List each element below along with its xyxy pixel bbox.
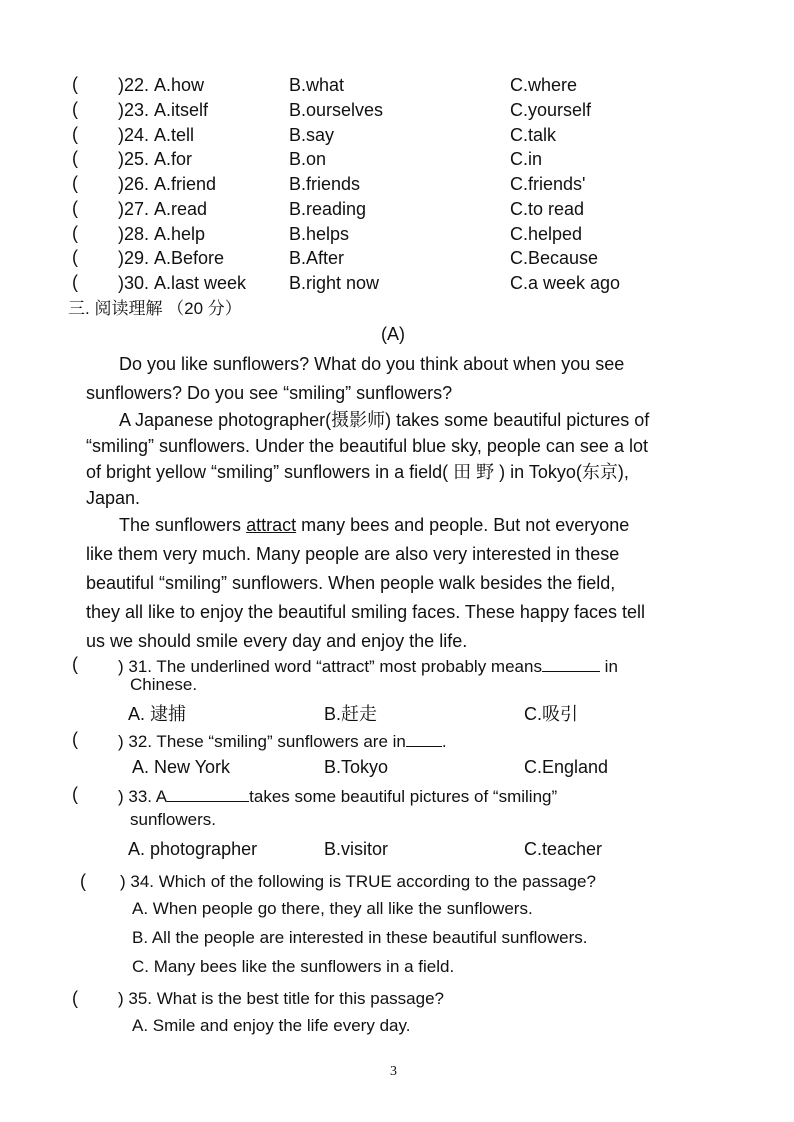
option-b: B.say: [289, 125, 335, 145]
answer-paren: (: [72, 247, 78, 267]
option-b: B.helps: [289, 224, 350, 244]
question-number: )25.: [118, 149, 150, 169]
option-a: A.for: [154, 149, 193, 169]
question-number: )30.: [118, 273, 150, 293]
option-c: C.where: [510, 75, 578, 95]
question-number: )28.: [118, 224, 150, 244]
answer-paren: (: [72, 124, 78, 144]
passage-text: The sunflowers: [119, 515, 247, 535]
question-number: )24.: [118, 125, 150, 145]
option-a: A.tell: [154, 125, 195, 145]
passage-line: of bright yellow “smiling” sunflowers in a field( 田 野 ) in Tokyo(东京),: [86, 462, 629, 482]
question-text: ) 32. These “smiling” sunflowers are in .: [118, 732, 447, 751]
option-b: B.right now: [289, 273, 380, 293]
passage-line: sunflowers? Do you see “smiling” sunflowers?: [86, 383, 453, 403]
option-b: B.Tokyo: [324, 757, 389, 777]
answer-paren: (: [72, 173, 78, 193]
option-a: A.how: [154, 75, 205, 95]
passage-line: “smiling” sunflowers. Under the beautiful blue sky, people can see a lot: [86, 436, 648, 456]
option-a: A.itself: [154, 100, 209, 120]
option-c: C. Many bees like the sunflowers in a field.: [132, 957, 455, 976]
section-title: 三. 阅读理解 （20 分）: [68, 299, 242, 318]
question-number: )26.: [118, 174, 150, 194]
option-c: C.talk: [510, 125, 557, 145]
answer-paren: (: [72, 148, 78, 168]
option-c: C.England: [524, 757, 609, 777]
passage-line: they all like to enjoy the beautiful smiling faces. These happy faces tell: [86, 602, 645, 622]
option-b: B.ourselves: [289, 100, 384, 120]
option-c: C.helped: [510, 224, 583, 244]
option-a: A.help: [154, 224, 206, 244]
option-c: C.Because: [510, 248, 599, 268]
answer-paren: (: [80, 871, 86, 891]
passage-line: like them very much. Many people are also very interested in these: [86, 544, 620, 564]
question-text: ) 34. Which of the following is TRUE according to the passage?: [120, 872, 596, 891]
option-a: A. When people go there, they all like the sunflowers.: [132, 899, 533, 918]
question-text: ) 33. A takes some beautiful pictures of “smiling”: [118, 787, 558, 806]
option-a: A.friend: [154, 174, 217, 194]
answer-paren: (: [72, 729, 78, 749]
answer-paren: (: [72, 654, 78, 674]
option-c: C.a week ago: [510, 273, 621, 293]
option-c: C.yourself: [510, 100, 592, 120]
option-a: A.read: [154, 199, 208, 219]
answer-blank[interactable]: [167, 785, 249, 802]
option-a: A.Before: [154, 248, 225, 268]
passage-line: [119, 511, 629, 540]
option-c: C.in: [510, 149, 543, 169]
answer-paren: (: [72, 988, 78, 1008]
page-number: 3: [390, 1064, 397, 1079]
question-text-line2: sunflowers.: [130, 810, 216, 829]
passage-line: A Japanese photographer(摄影师) takes some beautiful pictures of: [119, 410, 650, 430]
option-b: B.After: [289, 248, 345, 268]
passage-line: Japan.: [86, 488, 141, 508]
answer-paren: (: [72, 74, 78, 94]
passage-line: Do you like sunflowers? What do you think about when you see: [119, 354, 625, 374]
answer-paren: (: [72, 272, 78, 292]
option-c: C.吸引: [524, 704, 578, 724]
option-c: C.friends': [510, 174, 586, 194]
passage-text: many bees and people. But not everyone: [296, 515, 630, 535]
option-a: A. New York: [132, 757, 231, 777]
question-text-line2: Chinese.: [130, 675, 198, 694]
question-number: )22.: [118, 75, 150, 95]
question-number: )29.: [118, 248, 150, 268]
question-number: )27.: [118, 199, 150, 219]
answer-blank[interactable]: [542, 655, 600, 672]
option-a: A. 逮捕: [128, 704, 187, 724]
underlined-word: attract: [246, 515, 297, 535]
passage-label: (A): [381, 324, 405, 344]
question-number: )23.: [118, 100, 150, 120]
answer-paren: (: [72, 99, 78, 119]
question-text: ) 31. The underlined word “attract” most probably means in: [118, 657, 618, 676]
option-b: B.赶走: [324, 704, 378, 724]
passage-line: us we should smile every day and enjoy the life.: [86, 631, 468, 651]
passage-line: beautiful “smiling” sunflowers. When people walk besides the field,: [86, 573, 616, 593]
answer-paren: (: [72, 223, 78, 243]
answer-paren: (: [72, 784, 78, 804]
option-b: B.friends: [289, 174, 361, 194]
option-b: B.what: [289, 75, 345, 95]
option-b: B.reading: [289, 199, 367, 219]
question-text: ) 35. What is the best title for this passage?: [118, 989, 444, 1008]
option-c: C.to read: [510, 199, 585, 219]
answer-paren: (: [72, 198, 78, 218]
option-a: A. photographer: [128, 839, 258, 859]
option-b: B. All the people are interested in these beautiful sunflowers.: [132, 928, 588, 947]
option-a: A.last week: [154, 273, 247, 293]
option-a: A. Smile and enjoy the life every day.: [132, 1016, 411, 1035]
option-b: B.on: [289, 149, 327, 169]
answer-blank[interactable]: [406, 730, 442, 747]
option-c: C.teacher: [524, 839, 603, 859]
option-b: B.visitor: [324, 839, 389, 859]
